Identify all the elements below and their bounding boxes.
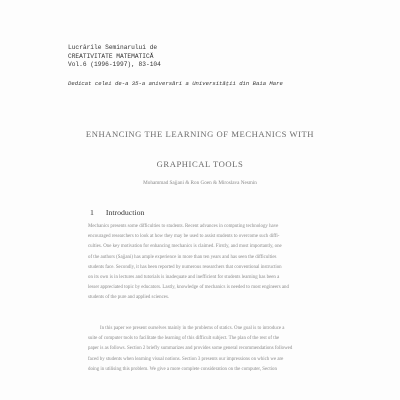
journal-line: Vol.6 (1996-1997), 83-104: [68, 61, 161, 69]
title-line-2: GRAPHICAL TOOLS: [156, 159, 244, 169]
text-line: lesser appreciated topic by educators. Lastly, knowledge of mechanics is needed to most engineers and: [88, 285, 289, 291]
text-line: Mechanics presents some difficulties to students. Recent advances in computing technology have: [88, 224, 279, 229]
author-list: Mohammad Sajjani & Ron Goen & Miroslava Nesmin: [143, 180, 257, 186]
text-line: students face. Secondly, it has been reported by numerous researchers that conventional instruction: [88, 264, 282, 270]
text-line: In this paper we present ourselves mainly in the problems of statics. One goal is to introduce a: [100, 326, 285, 331]
text-line: suite of computer tools to facilitate the learning of this difficult subject. The plan of the rest of the: [88, 336, 280, 342]
text-line: on its own is in lectures and tutorials is inadequate and inefficient for students learning has been a: [88, 275, 280, 281]
text-line: doing in utilising this problem. We give a more complete consideration on the computer, Section: [88, 366, 277, 372]
section-number: 1: [90, 208, 94, 217]
title-line-1: ENHANCING THE LEARNING OF MECHANICS WITH: [85, 129, 315, 139]
text-line: faced by students when learning visual notions. Section 3 presents our impressions on which we are: [88, 356, 284, 362]
section-heading: [90, 208, 144, 217]
text-line: students of the pure and applied sciences.: [88, 295, 170, 301]
text-line: of the authors (Sajjani) has ample experience in more than ten years and has seen the difficulties: [88, 254, 277, 260]
paragraph-2: [88, 324, 333, 375]
text-line: culties. One key motivation for enhancing mechanics is claimed. Firstly, and most importantly, one: [88, 244, 282, 250]
paragraph-1: [88, 222, 333, 304]
section-title: Introduction: [105, 208, 145, 217]
text-line: encouraged researchers to look at how they may be used to assist students to overcome such diffi-: [88, 234, 280, 240]
journal-line: Lucrările Seminarului de: [68, 44, 158, 51]
text-line: paper is as follows. Section 2 briefly summarizes and provides some general recommendations followed: [88, 346, 293, 352]
paper-title: [40, 128, 360, 170]
journal-header: [68, 44, 248, 70]
journal-line: CREATIVITATE MATEMATICĂ: [68, 52, 154, 60]
dedication-line: Dedicat celei de-a 35-a aniversări a Universității din Baia Mare: [68, 80, 283, 87]
